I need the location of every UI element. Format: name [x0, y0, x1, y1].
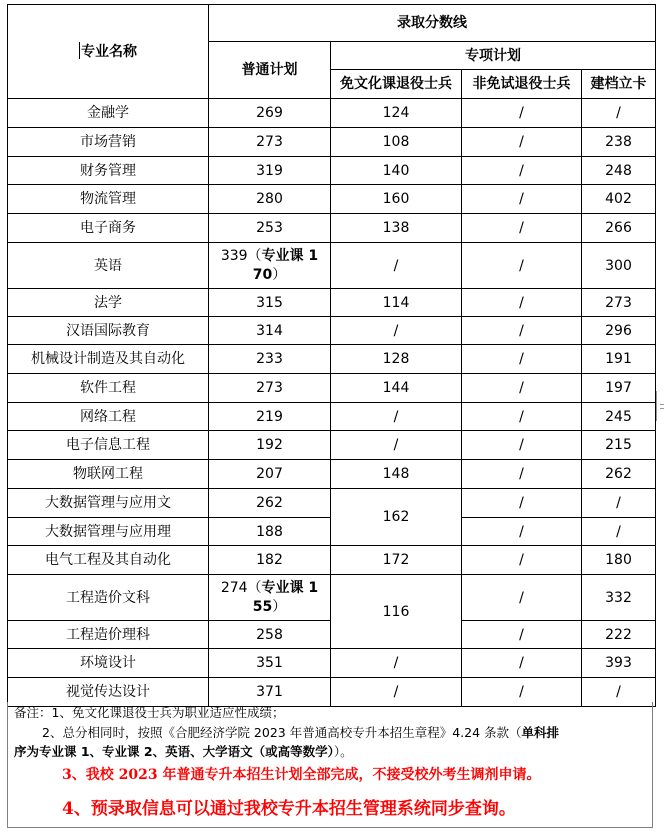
table-row — [8, 214, 656, 243]
general-plan-cell: 253 — [209, 214, 331, 243]
table-row — [8, 128, 656, 157]
major-name-cell: 英语 — [8, 243, 209, 289]
veteran-cell: / — [462, 243, 582, 289]
veteran-free-cell: 116 — [331, 575, 462, 649]
poverty-cell: / — [582, 99, 656, 128]
poverty-cell: 238 — [582, 128, 656, 157]
major-name-cell: 电气工程及其自动化 — [8, 546, 209, 575]
veteran-cell: / — [462, 489, 582, 518]
veteran-cell: / — [462, 649, 582, 678]
general-plan-cell: 188 — [209, 518, 331, 546]
veteran-free-cell: 162 — [331, 489, 462, 546]
major-name-cell: 大数据管理与应用文 — [8, 489, 209, 518]
score-line-header: 录取分数线 — [209, 5, 656, 42]
veteran-free-cell: 138 — [331, 214, 462, 243]
score-subject-note: 专业课 1 — [261, 579, 319, 596]
table-row — [8, 374, 656, 403]
note-2-continued: 序为专业课 1、专业课 2、英语、大学语文（或高等数学））。 — [14, 744, 353, 759]
table-row — [8, 289, 656, 317]
table-row — [8, 243, 656, 289]
veteran-cell: / — [462, 185, 582, 214]
general-plan-cell — [209, 575, 331, 621]
major-name-cell: 工程造价文科 — [8, 575, 209, 621]
general-plan-cell: 262 — [209, 489, 331, 518]
veteran-cell: / — [462, 621, 582, 649]
veteran-cell: / — [462, 128, 582, 157]
veteran-free-cell: 144 — [331, 374, 462, 403]
special-col-header: 免文化课退役士兵 — [331, 70, 462, 99]
major-name-cell: 财务管理 — [8, 157, 209, 185]
poverty-cell: 266 — [582, 214, 656, 243]
veteran-cell: / — [462, 289, 582, 317]
table-row — [8, 157, 656, 185]
veteran-free-cell: 114 — [331, 289, 462, 317]
poverty-cell: 273 — [582, 289, 656, 317]
veteran-cell: / — [462, 99, 582, 128]
text-cursor — [79, 42, 80, 59]
score-value: 274（ — [220, 579, 262, 596]
poverty-cell: 248 — [582, 157, 656, 185]
general-plan-cell: 315 — [209, 289, 331, 317]
major-name-cell: 机械设计制造及其自动化 — [8, 345, 209, 374]
veteran-free-cell: 140 — [331, 157, 462, 185]
general-plan-cell: 371 — [209, 678, 331, 707]
general-plan-cell: 273 — [209, 374, 331, 403]
major-name-cell: 物联网工程 — [8, 460, 209, 489]
note-2: 2、总分相同时，按照《合肥经济学院 2023 年普通高校专升本招生章程》4.24 条款（单科排 — [42, 725, 560, 740]
poverty-cell: 296 — [582, 317, 656, 345]
poverty-cell: 332 — [582, 575, 656, 621]
veteran-free-cell: / — [331, 243, 462, 289]
general-plan-cell: 319 — [209, 157, 331, 185]
poverty-cell: / — [582, 518, 656, 546]
veteran-free-cell: 172 — [331, 546, 462, 575]
poverty-cell: 191 — [582, 345, 656, 374]
general-plan-header: 普通计划 — [209, 42, 331, 99]
table-row — [8, 431, 656, 460]
general-plan-cell: 258 — [209, 621, 331, 649]
general-plan-cell: 219 — [209, 403, 331, 431]
special-plan-header: 专项计划 — [331, 42, 656, 70]
score-value: 339（ — [220, 247, 262, 264]
major-name-cell: 工程造价理科 — [8, 621, 209, 649]
general-plan-cell: 351 — [209, 649, 331, 678]
table-row — [8, 99, 656, 128]
veteran-cell: / — [462, 575, 582, 621]
veteran-free-cell: / — [331, 403, 462, 431]
veteran-free-cell: 108 — [331, 128, 462, 157]
veteran-free-cell: 128 — [331, 345, 462, 374]
major-name-cell: 法学 — [8, 289, 209, 317]
major-name-cell: 汉语国际教育 — [8, 317, 209, 345]
major-name-cell: 金融学 — [8, 99, 209, 128]
grip-icon — [660, 404, 664, 409]
veteran-cell: / — [462, 317, 582, 345]
veteran-free-cell: / — [331, 649, 462, 678]
major-name-cell: 环境设计 — [8, 649, 209, 678]
table-row — [8, 489, 656, 518]
veteran-free-cell: / — [331, 678, 462, 707]
special-col-header: 非免试退役士兵 — [462, 70, 582, 99]
table-row — [8, 317, 656, 345]
general-plan-cell: 280 — [209, 185, 331, 214]
veteran-cell: / — [462, 678, 582, 707]
major-name-cell: 软件工程 — [8, 374, 209, 403]
poverty-cell: 215 — [582, 431, 656, 460]
general-plan-cell: 207 — [209, 460, 331, 489]
major-name-cell: 视觉传达设计 — [8, 678, 209, 707]
veteran-free-cell: / — [331, 317, 462, 345]
poverty-cell: 300 — [582, 243, 656, 289]
general-plan-cell: 192 — [209, 431, 331, 460]
special-col-header: 建档立卡 — [582, 70, 656, 99]
note-4: 4、预录取信息可以通过我校专升本招生管理系统同步查询。 — [62, 799, 516, 819]
poverty-cell: 245 — [582, 403, 656, 431]
note-3: 3、我校 2023 年普通专升本招生计划全部完成，不接受校外考生调剂申请。 — [62, 767, 541, 783]
major-name-header: 专业名称 — [8, 5, 209, 99]
score-subject-value: 70 — [252, 266, 273, 283]
score-subject-value: 55 — [252, 598, 273, 615]
major-name-cell: 市场营销 — [8, 128, 209, 157]
veteran-cell: / — [462, 546, 582, 575]
veteran-cell: / — [462, 345, 582, 374]
major-name-cell: 电子信息工程 — [8, 431, 209, 460]
general-plan-cell: 273 — [209, 128, 331, 157]
major-name-cell: 物流管理 — [8, 185, 209, 214]
admission-score-table — [7, 4, 656, 707]
poverty-cell: 402 — [582, 185, 656, 214]
general-plan-cell: 182 — [209, 546, 331, 575]
poverty-cell: 393 — [582, 649, 656, 678]
poverty-cell: 180 — [582, 546, 656, 575]
table-row — [8, 649, 656, 678]
general-plan-cell — [209, 243, 331, 289]
notes-box — [7, 702, 653, 828]
general-plan-cell: 314 — [209, 317, 331, 345]
major-name-cell: 电子商务 — [8, 214, 209, 243]
table-row — [8, 403, 656, 431]
table-row — [8, 345, 656, 374]
general-plan-cell: 269 — [209, 99, 331, 128]
poverty-cell: / — [582, 678, 656, 707]
major-name-cell: 大数据管理与应用理 — [8, 518, 209, 546]
veteran-cell: / — [462, 403, 582, 431]
note-1: 备注：1、免文化课退役士兵为职业适应性成绩； — [14, 705, 285, 720]
veteran-cell: / — [462, 214, 582, 243]
poverty-cell: 197 — [582, 374, 656, 403]
poverty-cell: 222 — [582, 621, 656, 649]
veteran-cell: / — [462, 157, 582, 185]
table-row — [8, 575, 656, 621]
poverty-cell: / — [582, 489, 656, 518]
veteran-cell: / — [462, 374, 582, 403]
veteran-free-cell: 124 — [331, 99, 462, 128]
table-row — [8, 546, 656, 575]
veteran-cell: / — [462, 431, 582, 460]
score-subject-note: 专业课 1 — [261, 247, 319, 264]
score-paren: ） — [272, 598, 287, 615]
general-plan-cell: 233 — [209, 345, 331, 374]
poverty-cell: 262 — [582, 460, 656, 489]
veteran-cell: / — [462, 518, 582, 546]
veteran-free-cell: 160 — [331, 185, 462, 214]
veteran-free-cell: / — [331, 431, 462, 460]
major-name-cell: 网络工程 — [8, 403, 209, 431]
table-row — [8, 460, 656, 489]
veteran-cell: / — [462, 460, 582, 489]
veteran-free-cell: 148 — [331, 460, 462, 489]
table-row — [8, 185, 656, 214]
score-paren: ） — [272, 266, 287, 283]
